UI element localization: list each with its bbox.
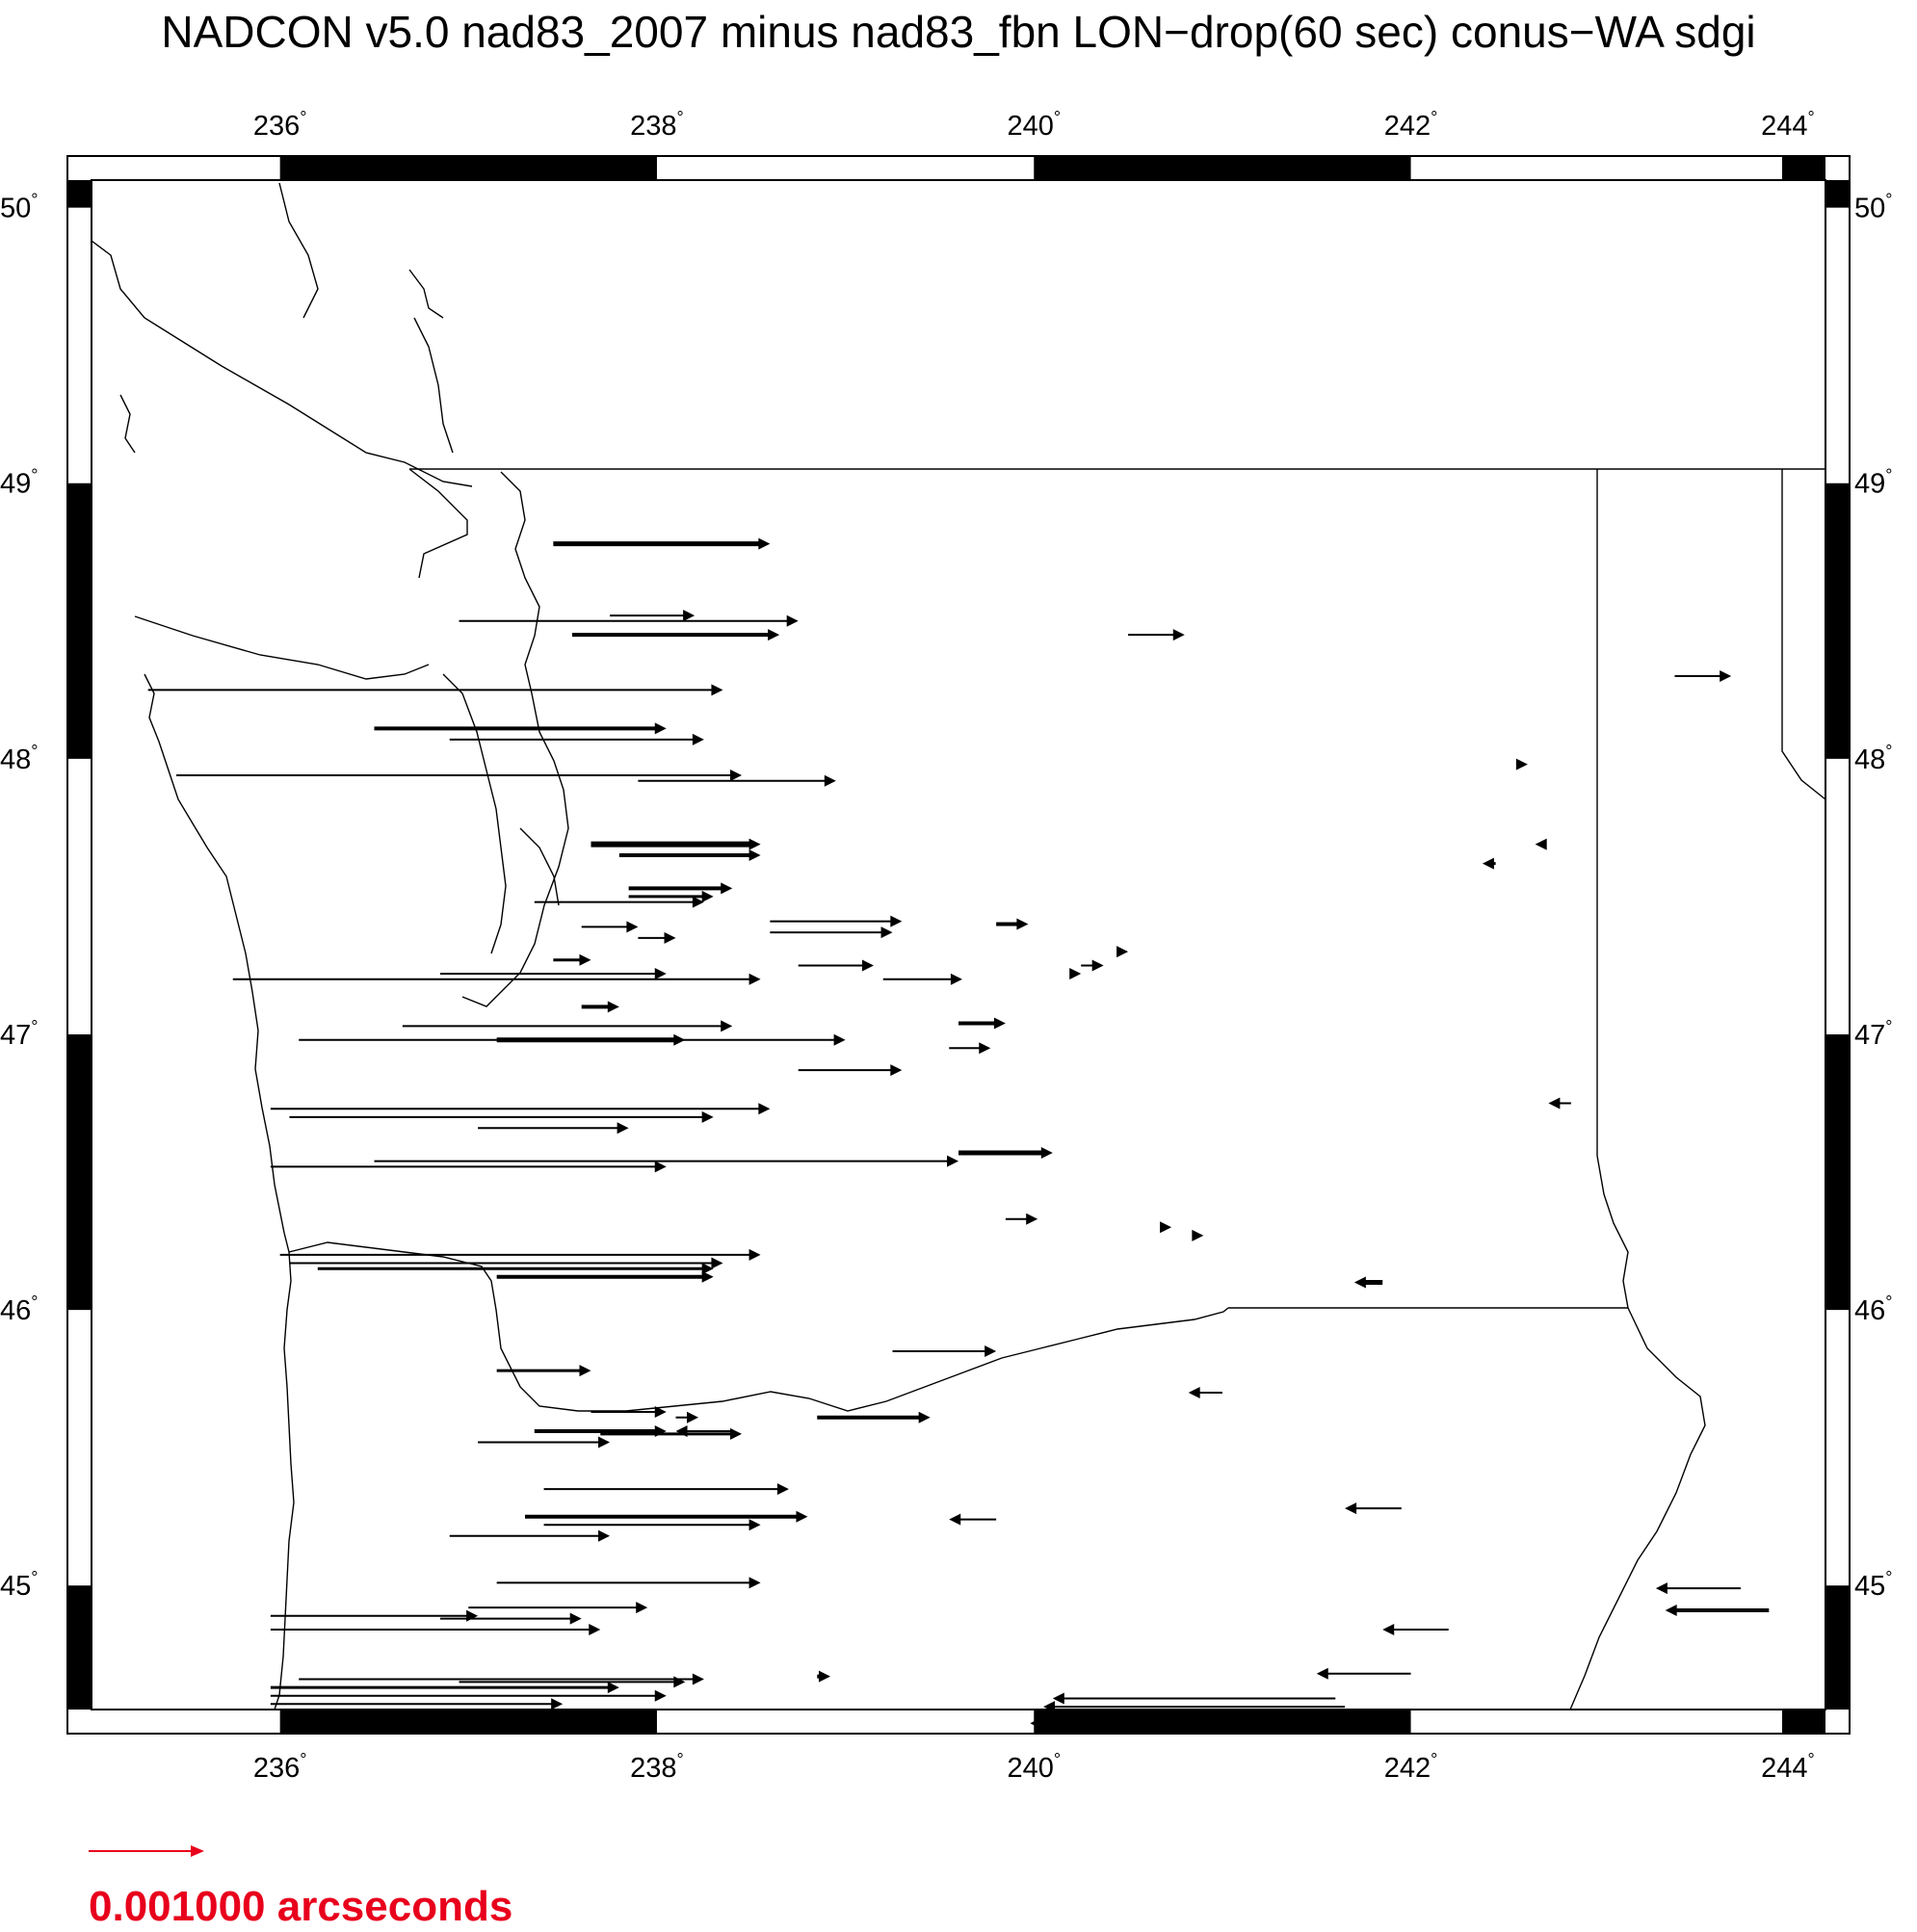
- vector-head: [1160, 1221, 1171, 1233]
- lon-tick-label-top: 242°: [1383, 108, 1438, 142]
- vector-head: [881, 927, 893, 938]
- vector-head: [787, 615, 799, 627]
- vector-head: [749, 839, 761, 850]
- boundary-line: [520, 828, 559, 905]
- frame-bar-right: [1825, 1585, 1850, 1710]
- vector-head: [655, 722, 667, 734]
- boundary-line: [120, 395, 135, 453]
- vector-head: [1548, 1098, 1560, 1110]
- vector-head: [636, 1602, 647, 1613]
- lat-tick-label-left: 47°: [0, 1016, 39, 1051]
- frame-bar-bottom: [280, 1710, 657, 1734]
- scale-arrow: [89, 1845, 204, 1857]
- vector-layer: [148, 538, 1770, 1730]
- frame-bar-bottom: [1782, 1710, 1825, 1734]
- map-frame: [67, 156, 1850, 1734]
- vector-head: [1173, 629, 1185, 640]
- vector-head: [949, 1514, 960, 1526]
- vector-head: [819, 1671, 830, 1683]
- vector-head: [693, 1674, 704, 1685]
- boundary-line: [409, 270, 443, 318]
- vector-head: [777, 1483, 789, 1495]
- lon-tick-label-top: 240°: [1007, 108, 1062, 142]
- vector-head: [711, 684, 722, 695]
- vector-head: [673, 1034, 685, 1046]
- vector-head: [1116, 946, 1128, 957]
- frame-bar-left: [67, 483, 92, 759]
- vector-head: [673, 1676, 685, 1687]
- frame-bar-left: [67, 180, 92, 208]
- vector-head: [758, 538, 770, 550]
- lon-tick-label-bottom: 236°: [252, 1750, 307, 1784]
- vector-head: [1026, 1214, 1037, 1225]
- vector-head: [749, 1249, 761, 1261]
- vector-head: [608, 1001, 619, 1012]
- lat-tick-label-right: 49°: [1854, 465, 1893, 500]
- lat-tick-label-right: 46°: [1854, 1292, 1893, 1327]
- vector-head: [1345, 1502, 1356, 1514]
- vector-head: [1720, 670, 1731, 682]
- boundary-line: [414, 318, 453, 453]
- vector-head: [1536, 839, 1547, 850]
- frame-bar-top: [1782, 156, 1825, 180]
- vector-head: [1317, 1668, 1328, 1680]
- vector-head: [711, 1257, 722, 1268]
- vector-head: [749, 974, 761, 985]
- lat-tick-label-left: 48°: [0, 741, 39, 775]
- boundary-line: [1782, 469, 1825, 799]
- vector-head: [730, 770, 742, 781]
- tick-labels: [0, 108, 1892, 1784]
- vector-head: [1069, 968, 1081, 979]
- vector-head: [834, 1034, 846, 1046]
- frame-bar-left: [67, 1034, 92, 1310]
- vector-head: [862, 959, 874, 971]
- frame-bar-right: [1825, 1034, 1850, 1310]
- vector-head: [749, 1519, 761, 1530]
- lat-tick-label-right: 48°: [1854, 741, 1893, 775]
- lat-tick-label-left: 45°: [0, 1568, 39, 1603]
- boundary-line: [275, 1233, 294, 1710]
- coastline-and-boundaries: [92, 183, 1825, 1710]
- vector-head: [1189, 1387, 1200, 1398]
- vector-head: [589, 1624, 600, 1635]
- vector-head: [890, 916, 902, 927]
- vector-head: [655, 1690, 667, 1702]
- vector-head: [1092, 959, 1104, 971]
- scale-arrow-head: [191, 1845, 204, 1857]
- vector-head: [579, 1365, 591, 1376]
- vector-head: [551, 1698, 563, 1710]
- frame-bar-bottom: [1034, 1710, 1410, 1734]
- vector-head: [617, 1122, 629, 1134]
- vector-head: [749, 849, 761, 861]
- vector-head: [796, 1511, 807, 1523]
- vector-head: [655, 1161, 667, 1172]
- vector-head: [702, 1111, 714, 1123]
- boundary-line: [1570, 1308, 1705, 1710]
- lat-tick-label-right: 45°: [1854, 1568, 1893, 1603]
- vector-head: [579, 954, 591, 966]
- inner-frame: [92, 180, 1825, 1710]
- boundary-line: [443, 674, 506, 953]
- map-title: NADCON v5.0 nad83_2007 minus nad83_fbn LON−drop(60 sec) conus−WA sdgi: [161, 7, 1756, 57]
- lon-tick-label-top: 236°: [252, 108, 307, 142]
- vector-head: [919, 1412, 931, 1423]
- lat-tick-label-left: 50°: [0, 190, 39, 224]
- vector-head: [626, 921, 638, 932]
- vector-head: [598, 1530, 610, 1542]
- vector-head: [608, 1682, 619, 1693]
- vector-head: [979, 1042, 990, 1054]
- frame-bar-right: [1825, 180, 1850, 208]
- vector-head: [702, 1271, 714, 1283]
- vector-head: [1382, 1624, 1394, 1635]
- vector-head: [665, 932, 676, 944]
- vector-head: [598, 1436, 610, 1448]
- frame-bar-left: [67, 1585, 92, 1710]
- vector-head: [890, 1064, 902, 1076]
- vector-head: [570, 1613, 582, 1625]
- lon-tick-label-top: 244°: [1761, 108, 1815, 142]
- lat-tick-label-right: 50°: [1854, 190, 1893, 224]
- vector-head: [1516, 759, 1528, 770]
- vector-head: [947, 1156, 958, 1167]
- vector-head: [1041, 1147, 1053, 1159]
- vector-head: [655, 968, 667, 979]
- frame-bar-top: [1034, 156, 1410, 180]
- frame-bar-right: [1825, 483, 1850, 759]
- vector-head: [768, 629, 779, 640]
- vector-head: [466, 1610, 478, 1622]
- vector-head: [721, 882, 732, 894]
- lon-tick-label-bottom: 242°: [1383, 1750, 1438, 1784]
- vector-head: [749, 1577, 761, 1588]
- vector-head: [1192, 1230, 1203, 1241]
- vector-head: [721, 1020, 732, 1031]
- lon-tick-label-bottom: 238°: [630, 1750, 684, 1784]
- boundary-line: [279, 183, 318, 318]
- vector-head: [730, 1428, 742, 1440]
- lon-tick-label-bottom: 240°: [1007, 1750, 1062, 1784]
- scale-label: 0.001000 arcseconds: [89, 1883, 513, 1930]
- vector-head: [1016, 919, 1028, 930]
- vector-head: [1666, 1605, 1677, 1616]
- vector-head: [687, 1412, 698, 1423]
- vector-head: [702, 891, 714, 902]
- lat-tick-label-right: 47°: [1854, 1016, 1893, 1051]
- vector-head: [683, 610, 695, 621]
- vector-head: [825, 775, 836, 787]
- vector-head: [951, 974, 962, 985]
- boundary-line: [1597, 469, 1628, 1308]
- frame-bar-top: [280, 156, 657, 180]
- outer-frame: [67, 156, 1850, 1734]
- lon-tick-label-top: 238°: [630, 108, 684, 142]
- vector-head: [1656, 1582, 1668, 1594]
- vector-head: [693, 734, 704, 745]
- boundary-line: [135, 616, 429, 679]
- vector-head: [1483, 858, 1494, 870]
- lon-tick-label-bottom: 244°: [1761, 1750, 1815, 1784]
- lat-tick-label-left: 49°: [0, 465, 39, 500]
- vector-head: [758, 1103, 770, 1114]
- lat-tick-label-left: 46°: [0, 1292, 39, 1327]
- vector-head: [985, 1345, 996, 1357]
- boundary-line: [409, 469, 467, 578]
- boundary-line: [144, 674, 284, 1233]
- vector-head: [1354, 1277, 1366, 1289]
- vector-head: [994, 1018, 1006, 1030]
